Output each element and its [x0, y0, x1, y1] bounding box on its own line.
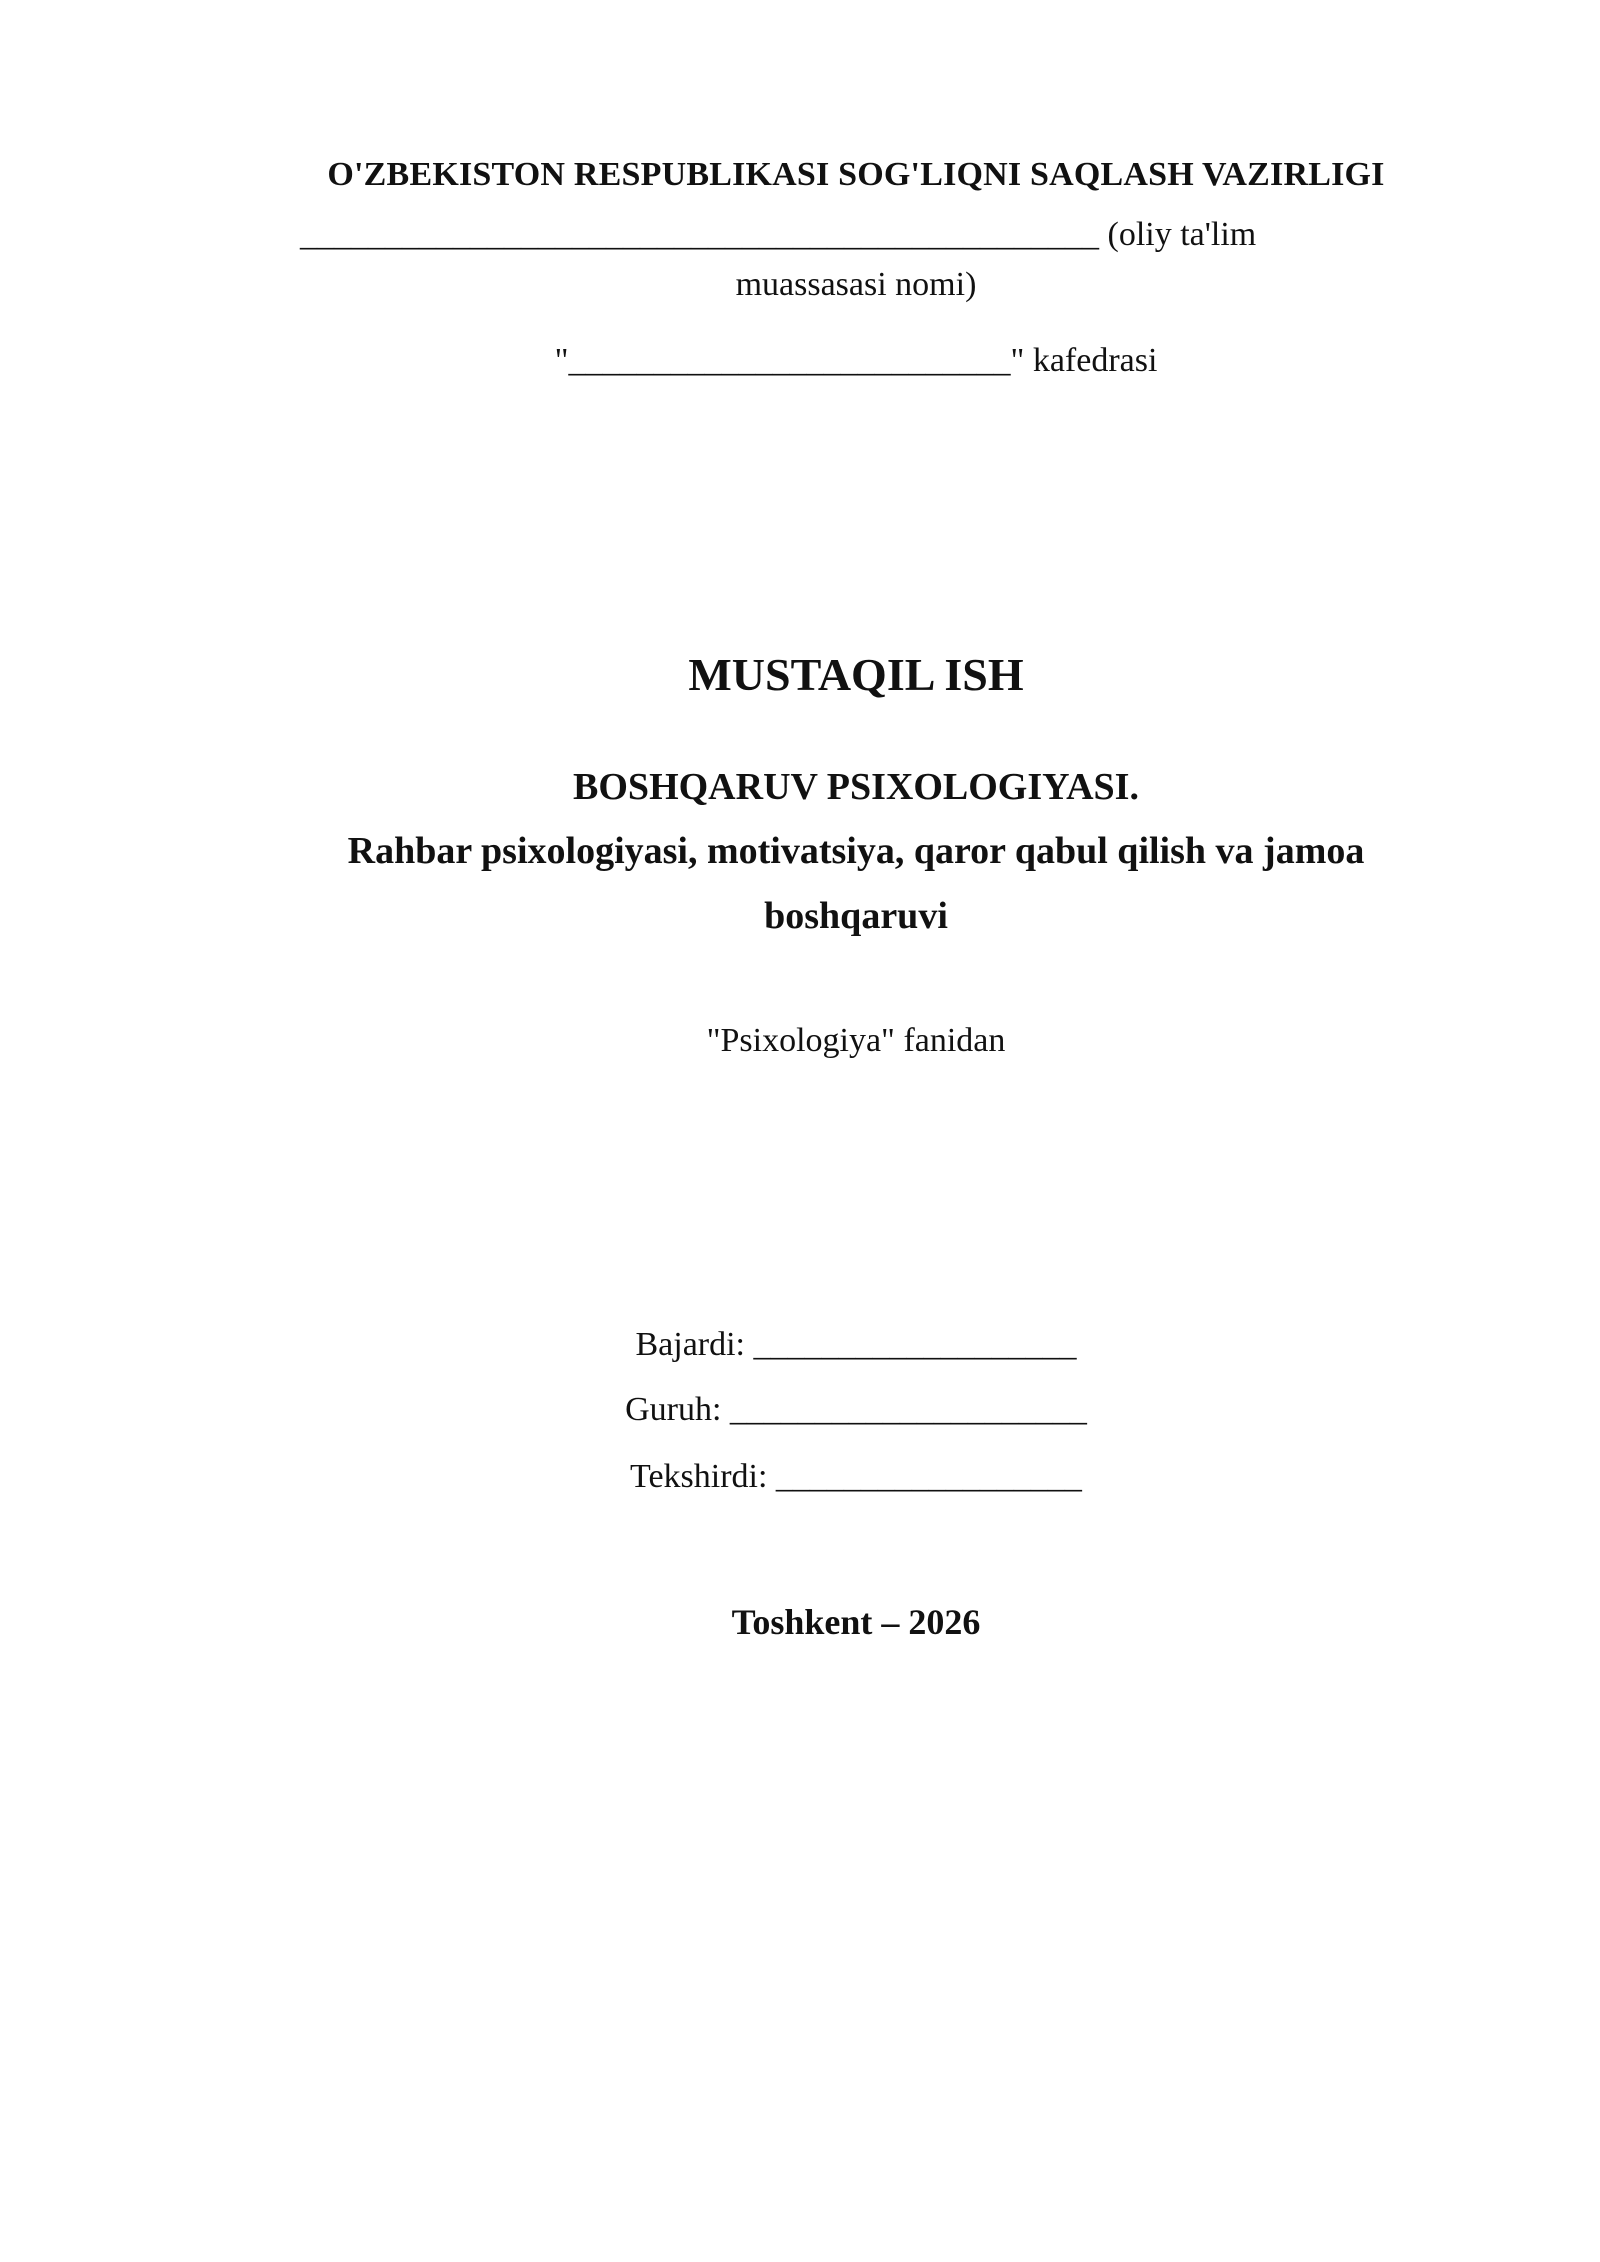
checker-field: Tekshirdi: __________________ [630, 1458, 1082, 1495]
department-line: "__________________________" kafedrasi [554, 342, 1158, 379]
institution-name-line: _______________________________________________ (oliy ta'lim [300, 216, 1257, 253]
topic-title-line-2: Rahbar psixologiyasi, motivatsiya, qaror qabul qilish va jamoa [347, 830, 1365, 872]
city-year: Toshkent – 2026 [731, 1602, 981, 1642]
group-field: Guruh: _____________________ [625, 1391, 1087, 1428]
performer-field: Bajardi: ___________________ [635, 1326, 1077, 1363]
document-type-title: MUSTAQIL ISH [688, 649, 1024, 700]
topic-title-line-3: boshqaruvi [764, 895, 948, 937]
topic-title-line-1: BOSHQARUV PSIXOLOGIYASI. [573, 766, 1139, 808]
institution-name-caption: muassasasi nomi) [735, 266, 977, 303]
ministry-heading: O'ZBEKISTON RESPUBLIKASI SOG'LIQNI SAQLASH VAZIRLIGI [327, 156, 1385, 193]
subject-line: "Psixologiya" fanidan [706, 1022, 1006, 1059]
